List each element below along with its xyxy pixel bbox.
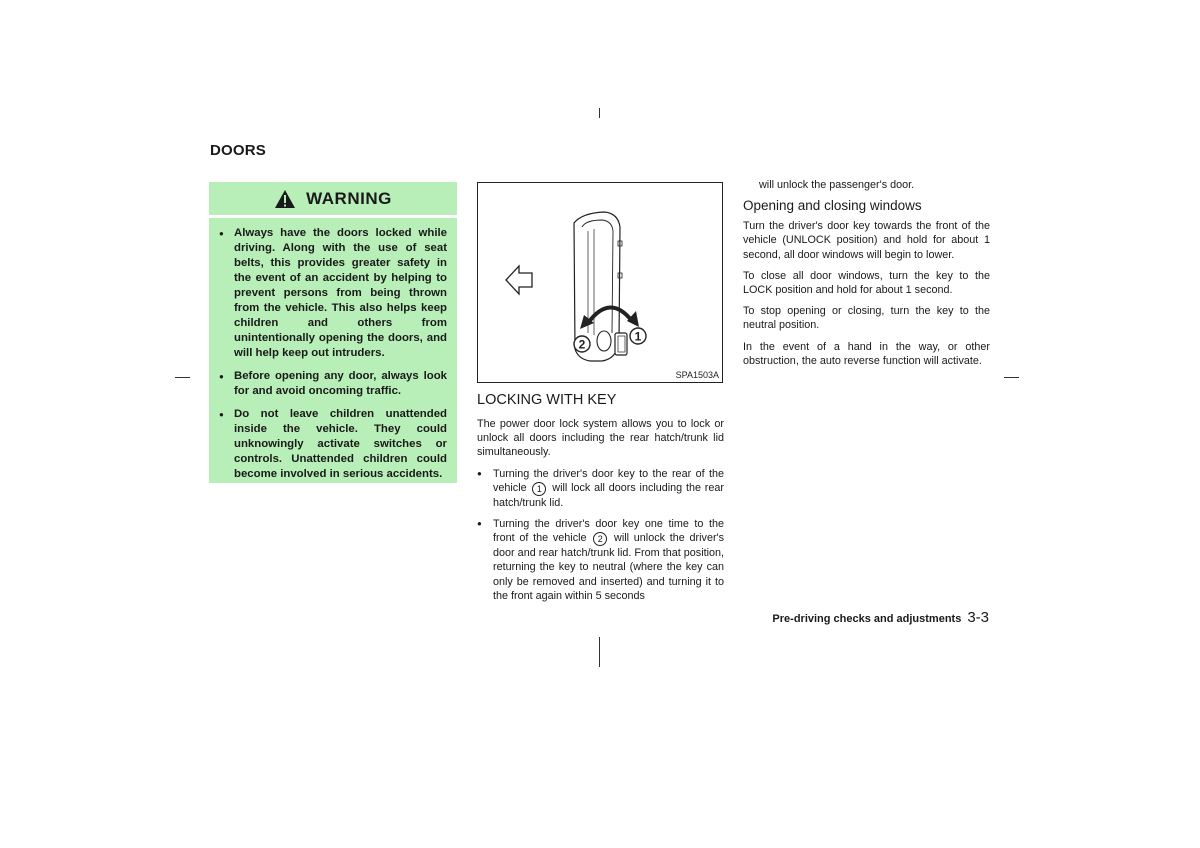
bullet-1-text-before: Turning the driver's door key to the rear of the vehicle [493, 467, 724, 494]
warning-item: ● Do not leave children unattended inside the vehicle. They could unknowingly activate switches or controls. Unattended children could become involved in serious accidents. [219, 407, 447, 482]
bullet-1-text-after: will lock all doors including the rear hatch/trunk lid. [493, 481, 725, 509]
warning-box [209, 182, 457, 483]
warning-item: ● Always have the doors locked while driving. Along with the use of seat belts, this provides greater safety in the event of an accident by helping to prevent persons from being thrown from the vehicle. This also helps keep children and others from unintentionally opening the doors, and will help keep out intruders. [219, 226, 447, 361]
bullet-2-text-before: Turning the driver's door key one time to the front of the vehicle [493, 518, 724, 545]
locking-bullet-1 [477, 467, 724, 510]
callout-2-label: 2 [578, 337, 586, 352]
callout-1-label: 1 [634, 329, 642, 344]
windows-paragraph: In the event of a hand in the way, or other obstruction, the auto reverse function will activate. [743, 340, 990, 367]
page-footer [772, 609, 989, 626]
warning-title: WARNING [306, 188, 392, 208]
locking-continued-text: will unlock the passenger's door. [759, 179, 915, 191]
footer-chapter-label: Pre-driving checks and adjustments [772, 613, 962, 625]
section-title: DOORS [210, 142, 267, 159]
figure-code: SPA1503A [675, 370, 719, 380]
locking-intro: The power door lock system allows you to lock or unlock all doors including the rear hatch/trunk lid simultaneously. [477, 418, 724, 459]
warning-item: ● Before opening any door, always look for and avoid oncoming traffic. [219, 369, 447, 399]
crop-mark-right [1004, 377, 1019, 378]
locking-body [477, 417, 724, 610]
circled-number-2: 2 [593, 532, 607, 546]
locking-heading: LOCKING WITH KEY [477, 392, 617, 408]
door-key-illustration [478, 183, 722, 382]
windows-column [743, 178, 990, 375]
warning-header [209, 182, 457, 218]
page-number: 3-3 [967, 609, 989, 626]
locking-bullets [477, 467, 724, 603]
windows-paragraph: To close all door windows, turn the key to the LOCK position and hold for about 1 second. [743, 269, 990, 297]
windows-paragraph: To stop opening or closing, turn the key to the neutral position. [743, 305, 990, 332]
locking-bullet-2 [477, 517, 724, 603]
circled-number-1: 1 [532, 482, 546, 496]
warning-list [209, 218, 457, 482]
windows-heading: Opening and closing windows [743, 198, 922, 214]
front-direction-arrow-icon [506, 266, 532, 294]
bullet-2-text-after: will unlock the driver's door and rear hatch/trunk lid. From that position, returning the key to neutral (where the key can only be removed and inserted) and turning it to the front again within 5 seconds [493, 532, 725, 602]
crop-mark-left [175, 377, 190, 378]
door-lock-figure [477, 182, 723, 383]
warning-triangle-icon [274, 189, 296, 209]
crop-mark-top [599, 108, 600, 118]
windows-paragraph: Turn the driver's door key towards the front of the vehicle (UNLOCK position) and hold for about 1 second, all door windows will begin to lower. [743, 220, 990, 261]
crop-mark-bottom [599, 637, 600, 667]
